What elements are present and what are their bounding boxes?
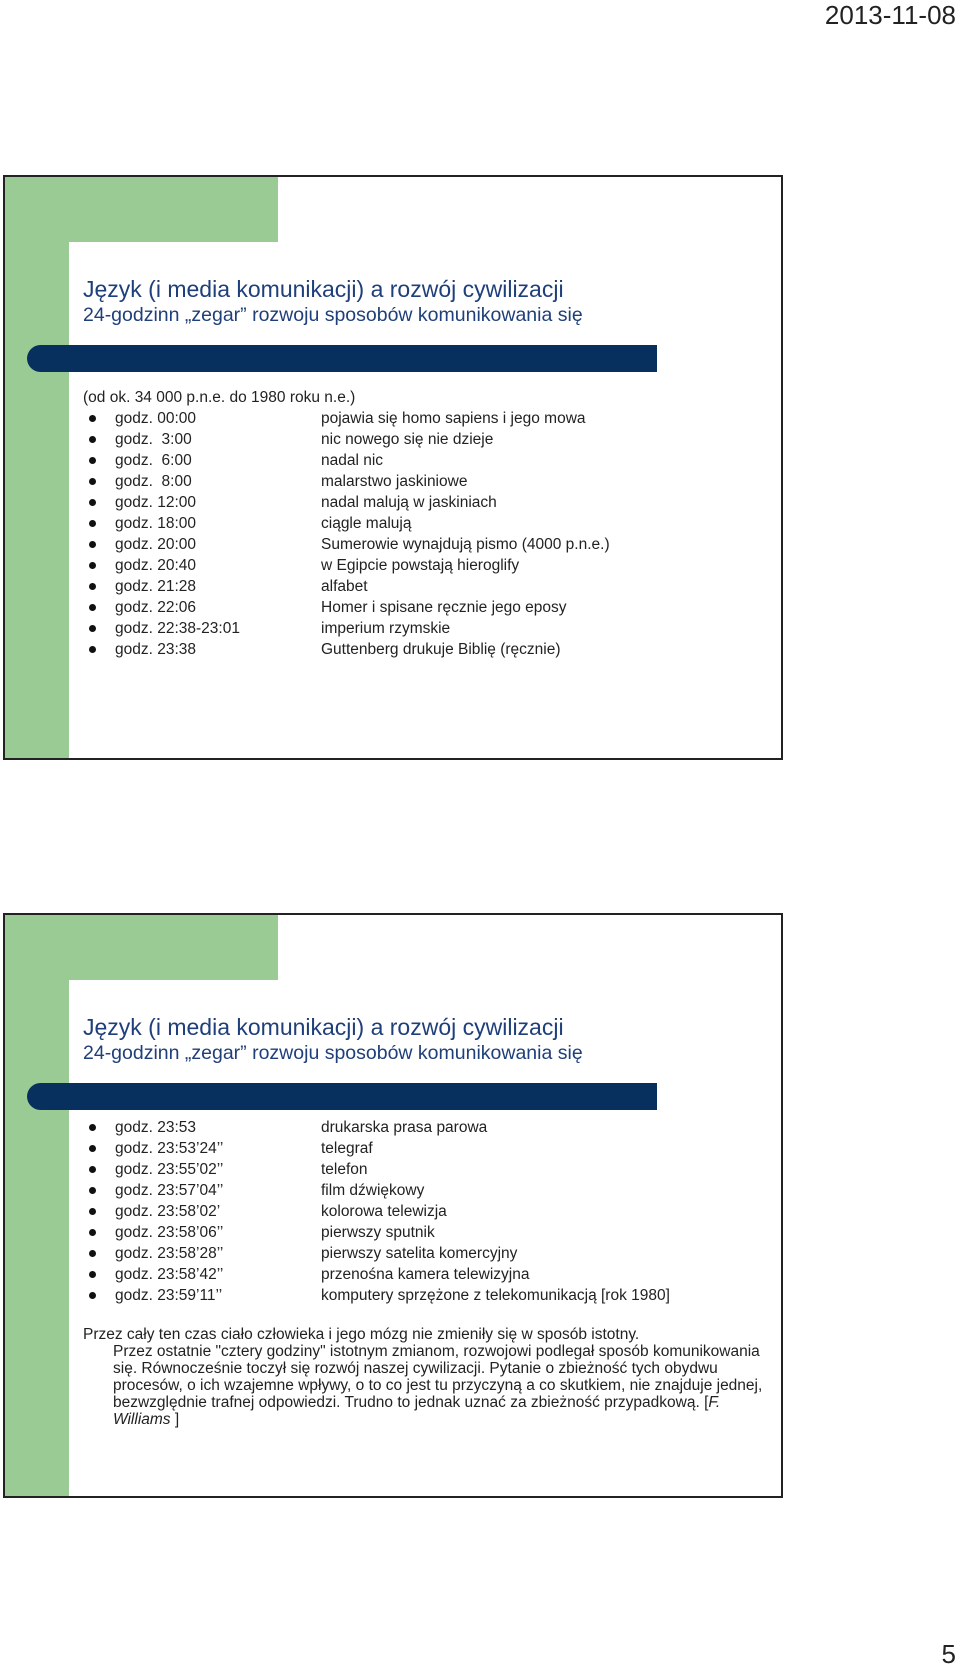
item-time: godz. 23:58’02’ bbox=[115, 1203, 221, 1220]
list-item bbox=[83, 471, 773, 492]
slide-subtitle: 24-godzinn „zegar” rozwoju sposobów komunikowania się bbox=[83, 304, 583, 326]
item-time: godz. 23:55’02’’ bbox=[115, 1161, 224, 1178]
item-event: nadal nic bbox=[321, 452, 384, 469]
item-time: godz. 23:57’04’’ bbox=[115, 1182, 224, 1199]
note-continuation bbox=[83, 1343, 763, 1428]
item-event: malarstwo jaskiniowe bbox=[321, 473, 468, 490]
title-underline-bar bbox=[27, 345, 657, 372]
list-item bbox=[83, 1159, 773, 1180]
item-event: drukarska prasa parowa bbox=[321, 1119, 488, 1136]
item-event: Homer i spisane ręcznie jego eposy bbox=[321, 599, 567, 616]
green-side-band bbox=[5, 177, 69, 758]
slide-intro: (od ok. 34 000 p.n.e. do 1980 roku n.e.) bbox=[83, 389, 356, 406]
list-item bbox=[83, 1264, 773, 1285]
item-event: pojawia się homo sapiens i jego mowa bbox=[321, 410, 586, 427]
item-event: pierwszy satelita komercyjny bbox=[321, 1245, 518, 1262]
slide-1 bbox=[3, 175, 783, 760]
closing-note bbox=[83, 1326, 763, 1428]
timeline-list bbox=[83, 1117, 773, 1306]
note-body: Przez ostatnie "cztery godziny" istotnym zmianom, rozwojowi podlegał sposób komunikowania się. Równocześnie toczył się rozwój naszej cywilizacji. Pytanie o zbieżność tych obydwu procesów, o ich wzajemne wpływy, o to co jest tu przyczyną a co skutkiem, nie znajduje jednej, bezwzględnie trafnej odpowiedzi. Trudno to jednak uznać za zbieżność przypadkową. [ bbox=[113, 1343, 763, 1411]
bullet-icon bbox=[89, 562, 96, 569]
item-event: telegraf bbox=[321, 1140, 373, 1157]
item-event: nic nowego się nie dzieje bbox=[321, 431, 494, 448]
list-item bbox=[83, 1243, 773, 1264]
item-event: Sumerowie wynajdują pismo (4000 p.n.e.) bbox=[321, 536, 610, 553]
item-event: nadal malują w jaskiniach bbox=[321, 494, 497, 511]
item-time: godz. 18:00 bbox=[115, 515, 197, 532]
bullet-icon bbox=[89, 604, 96, 611]
page-date: 2013-11-08 bbox=[824, 0, 956, 30]
item-time: godz. 22:38-23:01 bbox=[115, 620, 240, 637]
bullet-icon bbox=[89, 1145, 96, 1152]
list-item bbox=[83, 513, 773, 534]
list-item bbox=[83, 639, 773, 660]
slide-title: Język (i media komunikacji) a rozwój cywilizacji bbox=[83, 276, 564, 302]
note-first-line: Przez cały ten czas ciało człowieka i jego mózg nie zmieniły się w sposób istotny. bbox=[83, 1326, 640, 1343]
item-time: godz. 23:58’28’’ bbox=[115, 1245, 224, 1262]
list-item bbox=[83, 1180, 773, 1201]
item-time: godz. 23:53’24’’ bbox=[115, 1140, 224, 1157]
list-item bbox=[83, 1138, 773, 1159]
list-item bbox=[83, 450, 773, 471]
item-time: godz. 21:28 bbox=[115, 578, 197, 595]
item-time: godz. 22:06 bbox=[115, 599, 197, 616]
list-item bbox=[83, 618, 773, 639]
slide-content bbox=[83, 1117, 773, 1428]
item-event: imperium rzymskie bbox=[321, 620, 451, 637]
bullet-icon bbox=[89, 1271, 96, 1278]
list-item bbox=[83, 555, 773, 576]
bullet-icon bbox=[89, 646, 96, 653]
item-time: godz. 23:58’42’’ bbox=[115, 1266, 224, 1283]
item-time: godz. 23:59’11’’ bbox=[115, 1287, 223, 1304]
title-underline-bar bbox=[27, 1083, 657, 1110]
list-item bbox=[83, 408, 773, 429]
list-item bbox=[83, 1285, 773, 1306]
bullet-icon bbox=[89, 499, 96, 506]
item-time: godz. 23:53 bbox=[115, 1119, 197, 1136]
note-author: F. Williams bbox=[113, 1394, 721, 1428]
item-time: godz. 20:40 bbox=[115, 557, 197, 574]
item-event: telefon bbox=[321, 1161, 368, 1178]
item-time: godz. 00:00 bbox=[115, 410, 197, 427]
green-top-band bbox=[5, 177, 278, 242]
list-item bbox=[83, 1222, 773, 1243]
list-item bbox=[83, 534, 773, 555]
bullet-icon bbox=[89, 541, 96, 548]
timeline-list bbox=[83, 408, 773, 660]
page-number: 5 bbox=[941, 1639, 956, 1669]
bullet-icon bbox=[89, 583, 96, 590]
item-time: godz. 20:00 bbox=[115, 536, 197, 553]
bullet-icon bbox=[89, 520, 96, 527]
slide-title-block bbox=[83, 1013, 583, 1065]
item-event: kolorowa telewizja bbox=[321, 1203, 447, 1220]
item-event: ciągle malują bbox=[321, 515, 412, 532]
bullet-icon bbox=[89, 1292, 96, 1299]
item-time: godz. 3:00 bbox=[115, 431, 192, 448]
item-event: pierwszy sputnik bbox=[321, 1224, 435, 1241]
green-side-band bbox=[5, 915, 69, 1496]
bullet-icon bbox=[89, 1124, 96, 1131]
slide-title-block bbox=[83, 275, 583, 327]
item-event: film dźwiękowy bbox=[321, 1182, 425, 1199]
list-item bbox=[83, 1201, 773, 1222]
slide-subtitle: 24-godzinn „zegar” rozwoju sposobów komunikowania się bbox=[83, 1042, 583, 1064]
bullet-icon bbox=[89, 1229, 96, 1236]
bullet-icon bbox=[89, 436, 96, 443]
bullet-icon bbox=[89, 457, 96, 464]
green-top-band bbox=[5, 915, 278, 980]
list-item bbox=[83, 1117, 773, 1138]
bullet-icon bbox=[89, 1208, 96, 1215]
item-event: przenośna kamera telewizyjna bbox=[321, 1266, 530, 1283]
item-event: w Egipcie powstają hieroglify bbox=[321, 557, 520, 574]
list-item bbox=[83, 576, 773, 597]
bullet-icon bbox=[89, 1166, 96, 1173]
bullet-icon bbox=[89, 478, 96, 485]
item-time: godz. 6:00 bbox=[115, 452, 192, 469]
item-event: Guttenberg drukuje Biblię (ręcznie) bbox=[321, 641, 561, 658]
item-time: godz. 12:00 bbox=[115, 494, 197, 511]
item-time: godz. 23:58’06’’ bbox=[115, 1224, 224, 1241]
slide-title: Język (i media komunikacji) a rozwój cywilizacji bbox=[83, 1014, 564, 1040]
item-time: godz. 23:38 bbox=[115, 641, 197, 658]
item-event: alfabet bbox=[321, 578, 368, 595]
item-event: komputery sprzężone z telekomunikacją [rok 1980] bbox=[321, 1287, 670, 1304]
item-time: godz. 8:00 bbox=[115, 473, 192, 490]
list-item bbox=[83, 429, 773, 450]
list-item bbox=[83, 597, 773, 618]
bullet-icon bbox=[89, 1250, 96, 1257]
list-item bbox=[83, 492, 773, 513]
note-end: ] bbox=[170, 1411, 180, 1428]
bullet-icon bbox=[89, 1187, 96, 1194]
bullet-icon bbox=[89, 415, 96, 422]
bullet-icon bbox=[89, 625, 96, 632]
slide-2 bbox=[3, 913, 783, 1498]
slide-content bbox=[83, 387, 773, 660]
